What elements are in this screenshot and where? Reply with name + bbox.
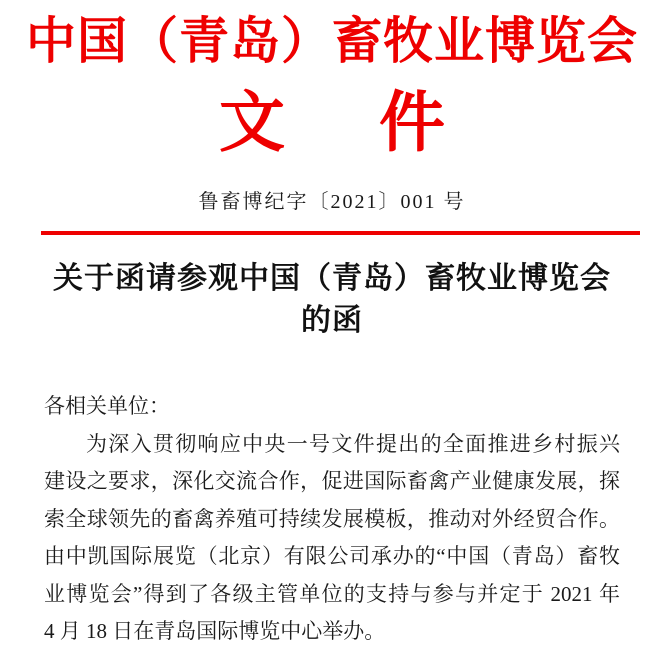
letterhead-org-name: 中国（青岛）畜牧业博览会 — [26, 13, 638, 69]
body-line: 为深入贯彻响应中央一号文件提出的全面推进乡村振兴 — [86, 431, 620, 456]
document-title — [0, 258, 664, 342]
document-title-line1: 关于函请参观中国（青岛）畜牧业博览会 — [53, 262, 611, 295]
body-line: 索全球领先的畜禽养殖可持续发展模板，推动对外经贸合作。 — [44, 506, 620, 531]
body-line: 业博览会”得到了各级主管单位的支持与参与并定于 2021 年 — [44, 581, 620, 606]
body-line: 由中凯国际展览（北京）有限公司承办的“中国（青岛）畜牧 — [44, 544, 620, 568]
letterhead-doc-word — [0, 84, 664, 164]
document-title-line2: 的函 — [301, 304, 363, 337]
letterhead-divider — [41, 231, 640, 235]
document-body — [44, 388, 620, 651]
document-number: 鲁畜博纪字〔2021〕001 号 — [198, 191, 466, 213]
doc-word-second: 件 — [379, 87, 445, 160]
salutation: 各相关单位： — [44, 394, 170, 418]
doc-word-first: 文 — [219, 87, 285, 160]
body-line: 建设之要求，深化交流合作，促进国际畜禽产业健康发展，探 — [44, 469, 620, 493]
body-line: 4 月 18 日在青岛国际博览中心举办。 — [44, 619, 386, 643]
